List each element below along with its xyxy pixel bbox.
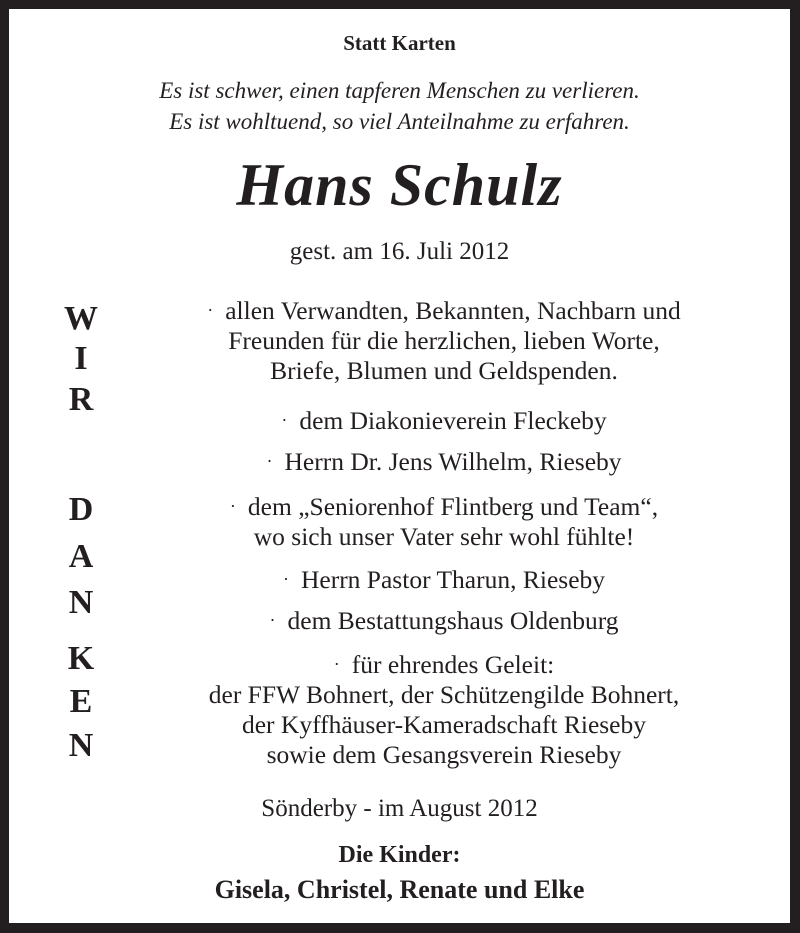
thanks-line: dem Bestattungshaus Oldenburg bbox=[287, 606, 619, 635]
header-label: Statt Karten bbox=[343, 31, 456, 55]
thanks-item bbox=[114, 405, 774, 436]
thanks-line: dem „Seniorenhof Flintberg und Team“, bbox=[247, 492, 659, 521]
signoff-label: Die Kinder: bbox=[338, 842, 461, 868]
bullet-icon: · bbox=[229, 496, 236, 516]
vertical-letter: I bbox=[74, 340, 88, 377]
thanks-item bbox=[114, 564, 774, 595]
motto-line: Es ist wohltuend, so viel Anteilnahme zu erfahren. bbox=[169, 109, 630, 134]
thanks-item bbox=[114, 491, 774, 552]
thanks-line: für ehrendes Geleit: bbox=[351, 650, 555, 679]
thanks-line: der Kyffhäuser-Kameradschaft Rieseby bbox=[241, 710, 646, 739]
bullet-icon: · bbox=[266, 451, 273, 471]
bullet-icon: · bbox=[282, 569, 289, 589]
thanks-line: sowie dem Gesangsverein Rieseby bbox=[266, 740, 622, 769]
thanks-line: dem Diakonieverein Fleckeby bbox=[299, 406, 607, 435]
bullet-icon: · bbox=[281, 410, 288, 430]
vertical-letter: D bbox=[68, 491, 94, 528]
motto bbox=[9, 75, 790, 137]
vertical-letter: R bbox=[68, 381, 94, 418]
deceased-name: Hans Schulz bbox=[236, 152, 563, 218]
vertical-letter: N bbox=[68, 584, 94, 621]
vertical-letter: N bbox=[68, 727, 94, 764]
thanks-item bbox=[114, 605, 774, 636]
bullet-icon: · bbox=[269, 610, 276, 630]
signoff-names: Gisela, Christel, Renate und Elke bbox=[214, 875, 585, 904]
thanks-item bbox=[114, 446, 774, 477]
thanks-line: Freunden für die herzlichen, lieben Worte, bbox=[228, 326, 660, 355]
thanks-line: Herrn Dr. Jens Wilhelm, Rieseby bbox=[284, 447, 622, 476]
vertical-letter: K bbox=[67, 640, 95, 677]
bullet-icon: · bbox=[207, 300, 214, 320]
vertical-letter: W bbox=[64, 300, 98, 337]
thanks-line: Herrn Pastor Tharun, Rieseby bbox=[300, 565, 606, 594]
thanks-line: Briefe, Blumen und Geldspenden. bbox=[270, 356, 618, 385]
thanks-line: der FFW Bohnert, der Schützengilde Bohnert, bbox=[208, 680, 680, 709]
thanks-item bbox=[114, 649, 774, 770]
obituary-notice bbox=[9, 9, 790, 923]
vertical-letter: A bbox=[68, 538, 94, 575]
motto-line: Es ist schwer, einen tapferen Menschen zu verlieren. bbox=[159, 78, 640, 103]
place-date: Sönderby - im August 2012 bbox=[261, 795, 538, 822]
thanks-line: wo sich unser Vater sehr wohl fühlte! bbox=[253, 522, 635, 551]
thanks-item bbox=[114, 295, 774, 386]
vertical-letter: E bbox=[69, 683, 93, 720]
bullet-icon: · bbox=[333, 654, 340, 674]
death-date: gest. am 16. Juli 2012 bbox=[289, 238, 510, 265]
thanks-line: allen Verwandten, Bekannten, Nachbarn und bbox=[225, 296, 681, 325]
